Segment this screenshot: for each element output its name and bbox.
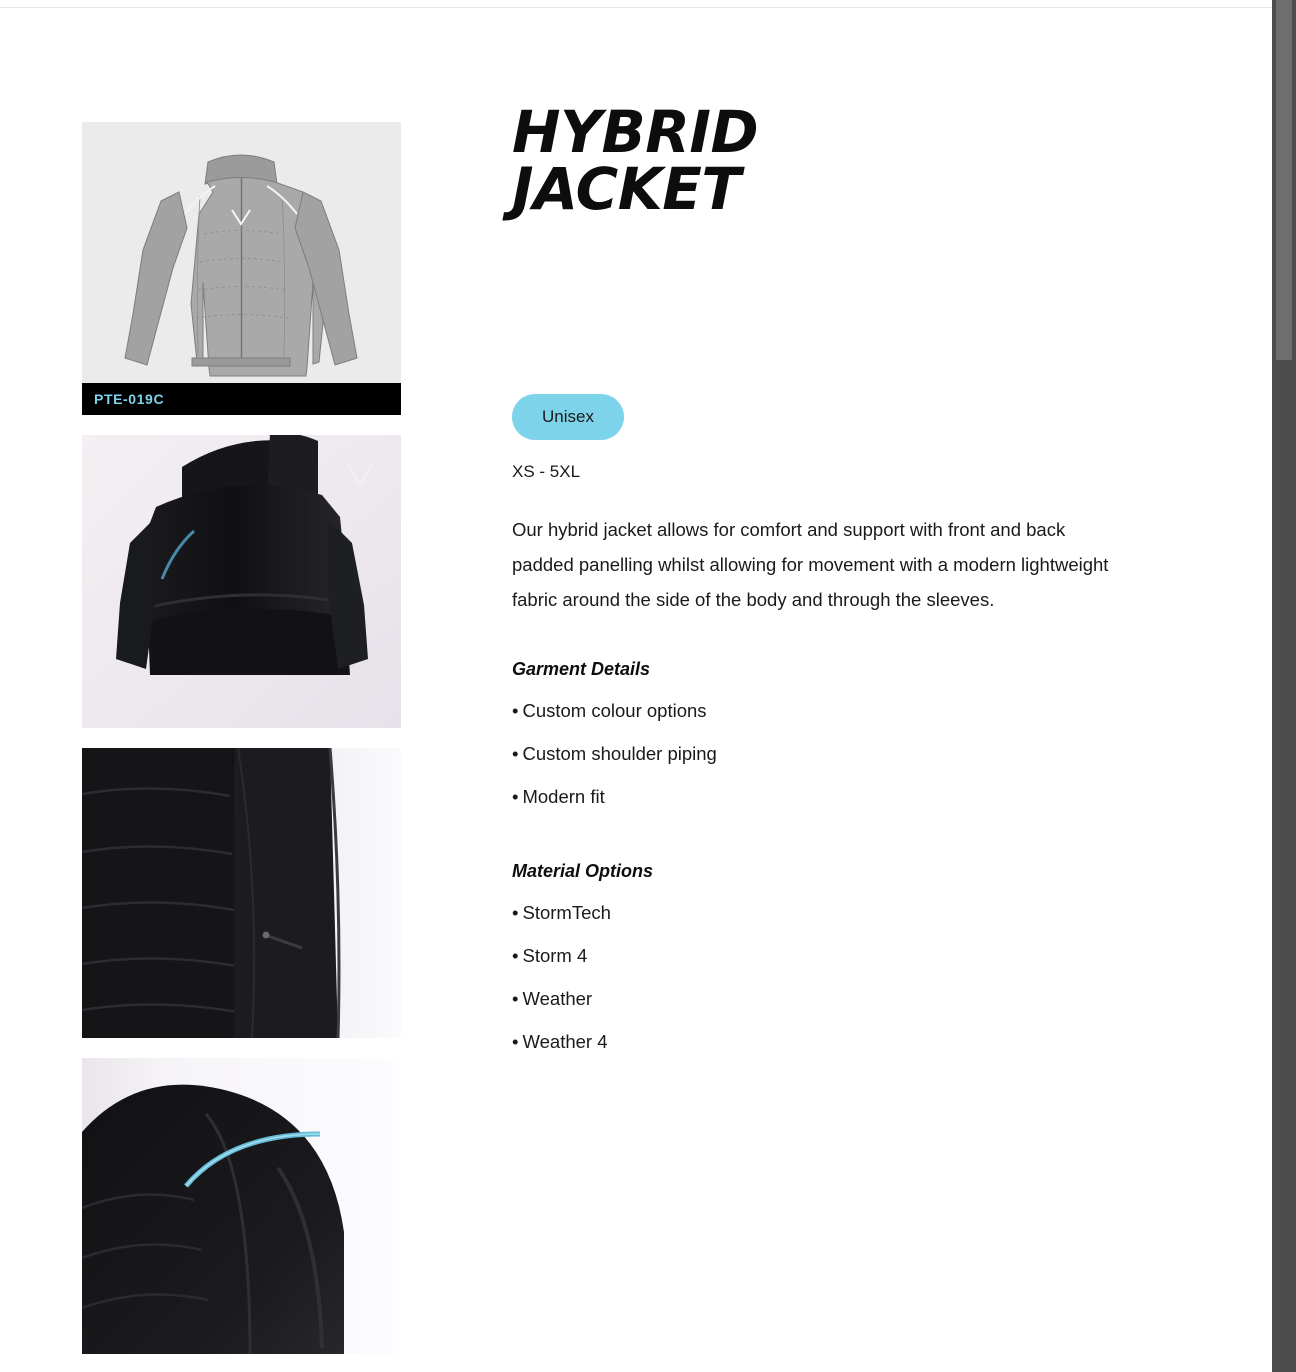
scrollbar-thumb[interactable] [1276, 0, 1292, 360]
garment-details-list [512, 690, 1152, 819]
photo-back-view [82, 435, 401, 728]
gallery-item-photo-side-sleeve[interactable] [82, 748, 401, 1038]
list-item [512, 1021, 1152, 1064]
bullet-icon: • [512, 987, 519, 1009]
page-title [512, 98, 1152, 223]
product-title-line-2: JACKET [512, 154, 741, 223]
list-item-label: Modern fit [522, 785, 605, 807]
size-range: XS - 5XL [512, 461, 581, 481]
product-code-bar [82, 383, 401, 415]
list-item-label: Custom colour options [522, 700, 707, 722]
list-item-label: Weather [522, 987, 593, 1009]
product-detail [512, 98, 1152, 1063]
material-options-heading: Material Options [512, 860, 654, 881]
jacket-flat-svg [82, 122, 401, 383]
gallery-item-technical-flat[interactable] [82, 122, 401, 415]
product-gallery [82, 122, 401, 1354]
photo-side-sleeve [82, 748, 401, 1038]
bullet-icon: • [512, 742, 519, 764]
scrollbar[interactable] [1272, 0, 1296, 1372]
list-item-label: StormTech [522, 901, 611, 923]
product-code: PTE-019C [94, 391, 165, 407]
list-item [512, 733, 1152, 776]
bullet-icon: • [512, 901, 519, 923]
product-title-line-1: HYBRID [512, 98, 759, 166]
bullet-icon: • [512, 700, 519, 722]
list-item [512, 935, 1152, 978]
list-item-label: Weather 4 [522, 1030, 608, 1052]
list-item [512, 690, 1152, 733]
list-item [512, 892, 1152, 935]
material-options-list [512, 892, 1152, 1064]
list-item [512, 776, 1152, 819]
garment-details-heading: Garment Details [512, 659, 651, 680]
bullet-icon: • [512, 785, 519, 807]
list-item-label: Custom shoulder piping [522, 742, 717, 764]
bullet-icon: • [512, 1030, 519, 1052]
gallery-item-photo-shoulder-piping[interactable] [82, 1058, 401, 1354]
product-description: Our hybrid jacket allows for comfort and support with front and back padded panelling whilst allowing for movement with a modern lightweight fabric around the side of the body and through the sleeves. [512, 518, 1109, 610]
gallery-item-photo-back-view[interactable] [82, 435, 401, 728]
page-top-bar [0, 0, 1272, 8]
status-badge: Unisex [512, 394, 624, 440]
bullet-icon: • [512, 944, 519, 966]
list-item [512, 978, 1152, 1021]
list-item-label: Storm 4 [522, 944, 588, 966]
photo-shoulder-piping [82, 1058, 401, 1354]
technical-flat-drawing [82, 122, 401, 383]
